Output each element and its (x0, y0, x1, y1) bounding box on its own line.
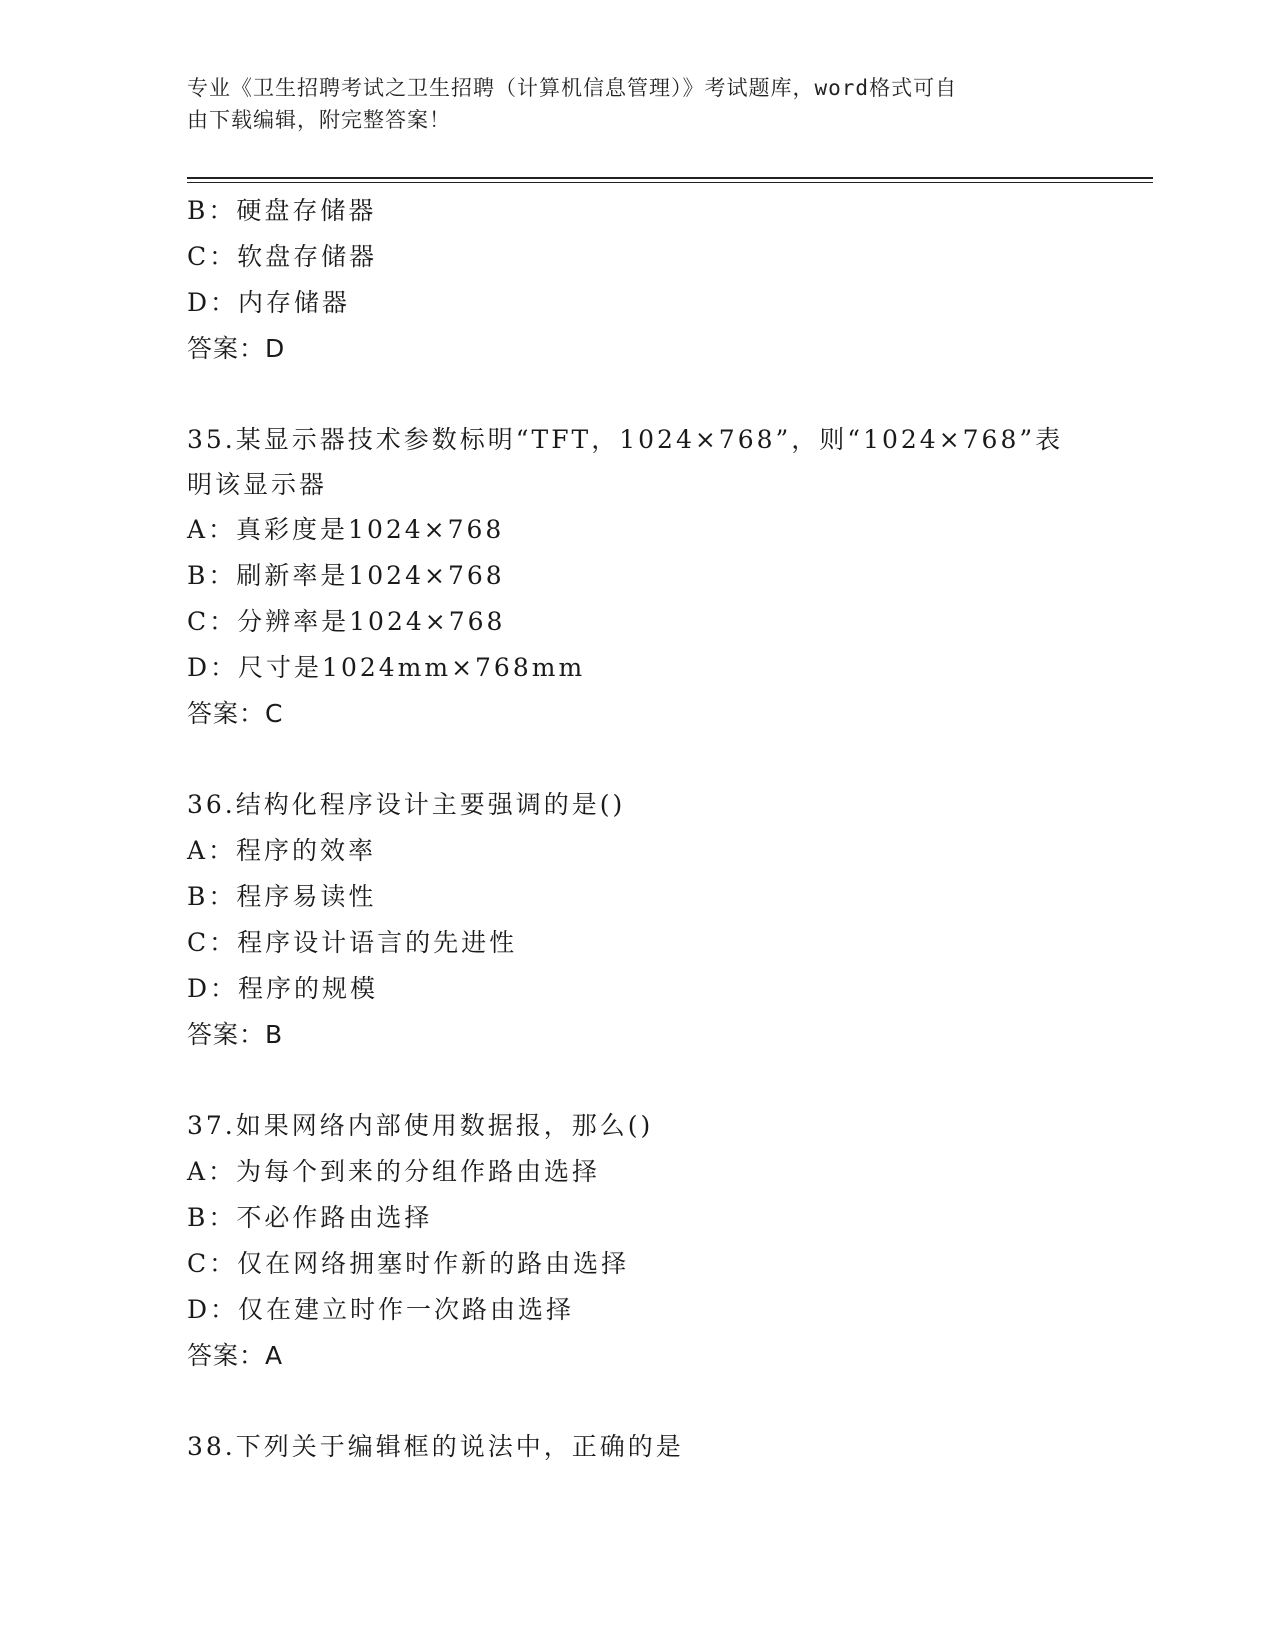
option-c: C：分辨率是1024×768 (187, 607, 506, 636)
question-34 (187, 188, 1067, 372)
option-b: B：程序易读性 (187, 882, 377, 911)
question-36 (187, 782, 1067, 1058)
question-37 (187, 1103, 1067, 1379)
document-header (187, 72, 1067, 136)
answer: 答案：C (187, 699, 284, 728)
option-b: B：不必作路由选择 (187, 1203, 433, 1232)
question-content (187, 188, 1067, 1470)
option-d: D：尺寸是1024mm×768mm (187, 653, 586, 682)
option-a: A：程序的效率 (187, 836, 377, 865)
answer: 答案：A (187, 1341, 284, 1370)
header-rule-thin (187, 182, 1153, 183)
option-c: C：仅在网络拥塞时作新的路由选择 (187, 1249, 630, 1278)
header-line-2: 由下载编辑，附完整答案！ (187, 108, 451, 132)
question-stem-line-1: 35.某显示器技术参数标明“TFT，1024×768”，则“1024×768”表 (187, 425, 1064, 454)
question-stem: 36.结构化程序设计主要强调的是() (187, 790, 626, 819)
question-stem: 37.如果网络内部使用数据报，那么() (187, 1111, 654, 1140)
option-a: A：为每个到来的分组作路由选择 (187, 1157, 601, 1186)
answer: 答案：D (187, 334, 286, 363)
option-c: C：程序设计语言的先进性 (187, 928, 518, 957)
option-b: B：刷新率是1024×768 (187, 561, 505, 590)
question-35 (187, 417, 1067, 737)
option-b: B：硬盘存储器 (187, 196, 377, 225)
option-d: D：仅在建立时作一次路由选择 (187, 1295, 575, 1324)
option-d: D：内存储器 (187, 288, 351, 317)
question-stem: 38.下列关于编辑框的说法中，正确的是 (187, 1432, 684, 1461)
option-d: D：程序的规模 (187, 974, 379, 1003)
option-a: A：真彩度是1024×768 (187, 515, 505, 544)
answer: 答案：B (187, 1020, 284, 1049)
question-stem-line-2: 明该显示器 (187, 470, 328, 499)
question-38 (187, 1424, 1067, 1470)
header-rule-thick (187, 177, 1153, 179)
header-line-1: 专业《卫生招聘考试之卫生招聘（计算机信息管理）》考试题库，word格式可自 (187, 76, 958, 100)
option-c: C：软盘存储器 (187, 242, 378, 271)
